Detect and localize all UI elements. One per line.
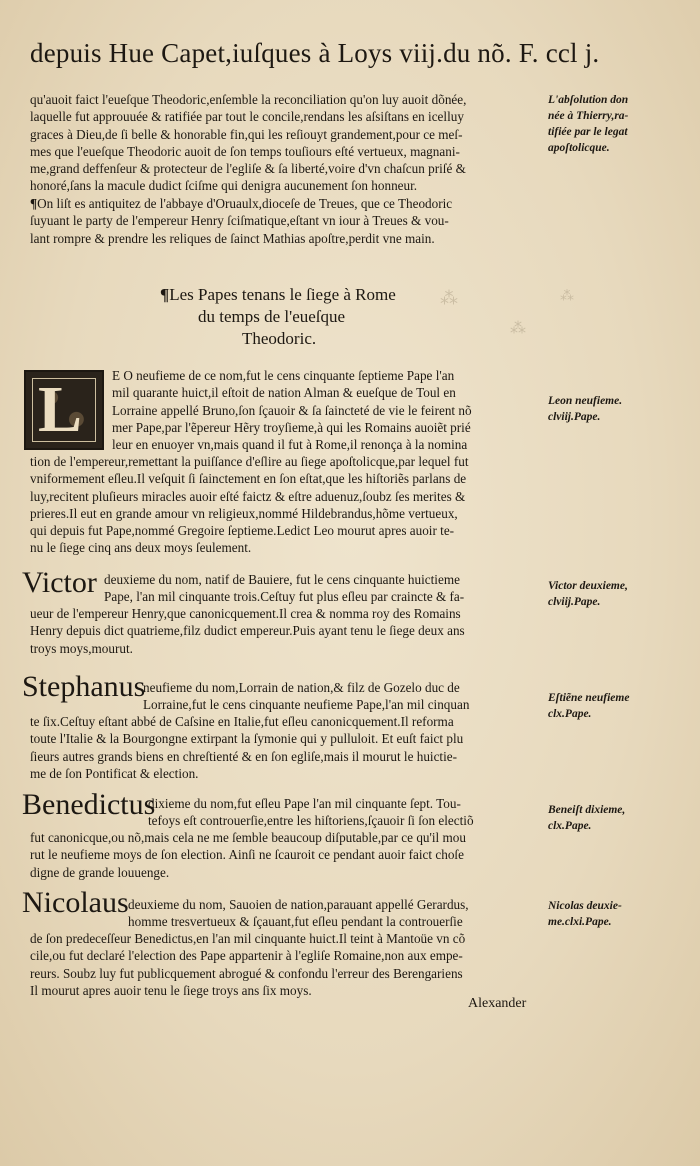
catchword: Alexander xyxy=(468,996,527,1011)
margin-line: clx.Pape. xyxy=(548,820,592,832)
text-line: tion de l'empereur,remettant la puiſſance d'eſlire au ſiege apoſtolicque,par lequel fut xyxy=(30,454,469,469)
text-line: luy,recitent pluſieurs miracles auoir eſté faictz & eſtre aduenuz,ſoubz ſes merites & xyxy=(30,488,466,504)
paragraph-stephanus xyxy=(30,713,538,782)
text-line: leur en enuoyer vn,mais quand il fut à Rome,il renonça à la nomina xyxy=(112,437,468,453)
text-line: troys moys,mourut. xyxy=(30,640,133,656)
bleed-through-mark: ⁂ xyxy=(510,320,526,337)
text-line: mer Pape,par l'ẽpereur Hẽry troyſieme,à qui les Romains auoiẽt prié xyxy=(112,419,471,435)
text-line: qui depuis fut Pape,nommé Gregoire ſeptieme.Ledict Leo mourut apres auoir te- xyxy=(30,523,455,539)
pope-name-nicolaus: Nicolaus xyxy=(22,886,129,919)
margin-line: clviij.Pape. xyxy=(548,411,601,423)
text-line: ſieurs autres grands biens en chreſtienté & en ſon egliſe,mais il mourut le huictie- xyxy=(30,748,458,764)
paragraph-leo xyxy=(30,453,538,557)
margin-line: Leon neufieme. xyxy=(548,395,623,407)
text-line: nu le ſiege cinq ans deux moys ſeulement. xyxy=(30,540,252,556)
text-line: neufieme du nom,Lorrain de nation,& filz de Gozelo duc de xyxy=(143,680,460,695)
paragraph-leo-indented xyxy=(112,367,538,453)
pilcrow-mark: ¶ xyxy=(30,196,38,211)
section-title-line: Theodoric. xyxy=(242,329,317,348)
text-line: rut le neufieme moys de ſon election. Ainſi ne ſcauroit ce pendant auoir faict choſe xyxy=(30,847,464,863)
margin-line: Eſtiẽne neufieme xyxy=(548,692,630,704)
text-line: mil quarante huict,il eſtoit de nation Alman & eueſque de Toul en xyxy=(112,385,456,401)
text-line: prieres.Il eut en grande amour vn religieux,nommé Hildebrandus,hõme vertueux, xyxy=(30,505,458,521)
text-line: cile,ou fut declaré l'election des Pape appartenir à l'egliſe Romaine,non aux empe- xyxy=(30,948,463,964)
text-line: deuxieme du nom, natif de Bauiere, fut le cens cinquante huictieme xyxy=(104,572,460,587)
text-line: dixieme du nom,fut eſleu Pape l'an mil cinquante ſept. Tou- xyxy=(148,796,461,811)
text-line-content: On liſt es antiquitez de l'abbaye d'Oruaulx,dioceſe de Treues, que ce Theodoric xyxy=(37,196,453,211)
margin-line: Nicolas deuxie- xyxy=(548,900,622,912)
pope-name-benedictus: Benedictus xyxy=(22,788,156,821)
text-line: E O neufieme de ce nom,fut le cens cinquante ſeptieme Pape l'an xyxy=(112,368,455,383)
paragraph-nicolaus xyxy=(30,930,538,999)
text-line: tefoys eſt controuerſie,entre les hiſtoriens,ſçauoir ſi ſon electiõ xyxy=(148,813,474,829)
paragraph-benedictus xyxy=(30,829,538,881)
text-line: fut canonicque,ou nõ,mais cela ne me ſemble beaucoup diſputable,par ce qu'il mou xyxy=(30,830,466,845)
text-line: ueur de l'empereur Henry,que canonicquement.Il crea & nomma roy des Romains xyxy=(30,606,461,621)
initial-letter: L xyxy=(38,373,83,446)
text-line: deuxieme du nom, Sauoien de nation,parauant appellé Gerardus, xyxy=(128,897,469,912)
section-title-line xyxy=(150,284,430,306)
text-line: qu'auoit faict l'eueſque Theodoric,enſemble la reconciliation qu'on luy auoit dõnée, xyxy=(30,92,467,107)
bleed-through-mark: ⁂ xyxy=(440,288,458,308)
paragraph-orval-antiquities xyxy=(30,195,538,247)
page-header: depuis Hue Capet,iuſques à Loys viij.du nõ. F. ccl j. xyxy=(30,38,600,68)
text-line: honoré,ſans la macule dudict ſciſme qui denigra aucunement ſon honneur. xyxy=(30,178,418,194)
margin-note-leo xyxy=(548,393,658,425)
margin-line: tifiée par le legat xyxy=(548,126,628,138)
margin-line: Beneiſt dixieme, xyxy=(548,804,626,816)
text-line: Pape, l'an mil cinquante trois.Ceſtuy fut plus eſleu par craincte & fa- xyxy=(104,589,465,605)
text-line: mes que l'eueſque Theodoric auoit de ſon temps touſiours eſté vertueux, magnani- xyxy=(30,143,460,159)
pilcrow-mark: ¶ xyxy=(160,285,170,304)
margin-line: née à Thierry,ra- xyxy=(548,110,629,122)
bleed-through-mark: ⁂ xyxy=(560,289,574,304)
paragraph-victor-indented xyxy=(104,571,538,606)
pope-name-stephanus: Stephanus xyxy=(22,670,146,703)
text-line: digne de grande louuenge. xyxy=(30,864,170,880)
text-line: vniformement eſleu.Il veſquit ſi ſainctement en ſon eſtat,que les hiſtoriẽs parlans de xyxy=(30,471,467,487)
margin-line: clviij.Pape. xyxy=(548,596,601,608)
margin-line: L'abſolution don xyxy=(548,94,629,106)
text-line: de ſon predeceſſeur Benedictus,en l'an mil cinquante huict.Il teint à Mantoüe vn cõ xyxy=(30,931,466,946)
decorated-initial xyxy=(24,370,104,450)
text-line xyxy=(30,195,538,212)
margin-note-benedictus xyxy=(548,802,658,834)
paragraph-benedictus-indented xyxy=(148,795,538,830)
text-line: homme tresvertueux & ſçauant,fut eſleu pendant la controuerſie xyxy=(128,914,463,930)
margin-line: me.clxi.Pape. xyxy=(548,916,612,928)
margin-note-stephanus xyxy=(548,690,658,722)
text-line: toute l'Italie & la Bourgongne extirpant la ſymonie qui y pulluloit. Et euſt faict plu xyxy=(30,731,464,747)
paragraph-victor xyxy=(30,605,538,657)
text-line: ſuyuant le party de l'empereur Henry ſciſmatique,eſtant vn iour à Treues & vou- xyxy=(30,213,449,229)
section-title xyxy=(150,284,430,350)
paragraph-stephanus-indented xyxy=(143,679,538,714)
text-line: Henry depuis dict quatrieme,filz dudict empereur.Puis ayant tenu le ſiege deux ans xyxy=(30,623,465,639)
section-title-line: du temps de l'eueſque xyxy=(198,307,346,326)
margin-note-absolution xyxy=(548,92,658,156)
margin-note-victor xyxy=(548,578,658,610)
text-line: laquelle fut approuuée & ratifiée par tout le concile,rendans les aſsiſtans en icelluy xyxy=(30,109,464,125)
text-line: me,grand deffenſeur & protecteur de l'egliſe & ſa liberté,voire d'vn chaſcun priſé & xyxy=(30,161,466,177)
pope-name-victor: Victor xyxy=(22,566,97,599)
text-line: reurs. Soubz luy fut publicquement abrogué & confondu l'erreur des Berengariens xyxy=(30,965,463,981)
text-line: lant rompre & prendre les reliques de ſainct Mathias apoſtre,perdit vne main. xyxy=(30,230,435,246)
paragraph-theodoric-absolution xyxy=(30,91,538,195)
margin-line: Victor deuxieme, xyxy=(548,580,628,592)
text-line: Lorraine appellé Bruno,ſon ſçauoir & ſa ſaincteté de vie le feirent nõ xyxy=(112,402,472,418)
text-line: graces à Dieu,de ſi belle & honorable fin,qui les reſiouyt grandement,pour ce meſ- xyxy=(30,126,463,142)
section-title-text: Les Papes tenans le ſiege à Rome xyxy=(169,285,396,304)
text-line: te ſix.Ceſtuy eſtant abbé de Caſsine en Italie,fut eſleu canonicquement.Il reforma xyxy=(30,714,454,729)
margin-line: clx.Pape. xyxy=(548,708,592,720)
text-line: me de ſon Pontificat & election. xyxy=(30,765,199,781)
text-line: Lorraine,fut le cens cinquante neufieme Pape,l'an mil cinquan xyxy=(143,697,470,713)
text-line: Il mourut apres auoir tenu le ſiege troys ans ſix moys. xyxy=(30,982,312,998)
margin-line: apoſtolicque. xyxy=(548,142,610,154)
paragraph-nicolaus-indented xyxy=(128,896,538,931)
margin-note-nicolaus xyxy=(548,898,658,930)
